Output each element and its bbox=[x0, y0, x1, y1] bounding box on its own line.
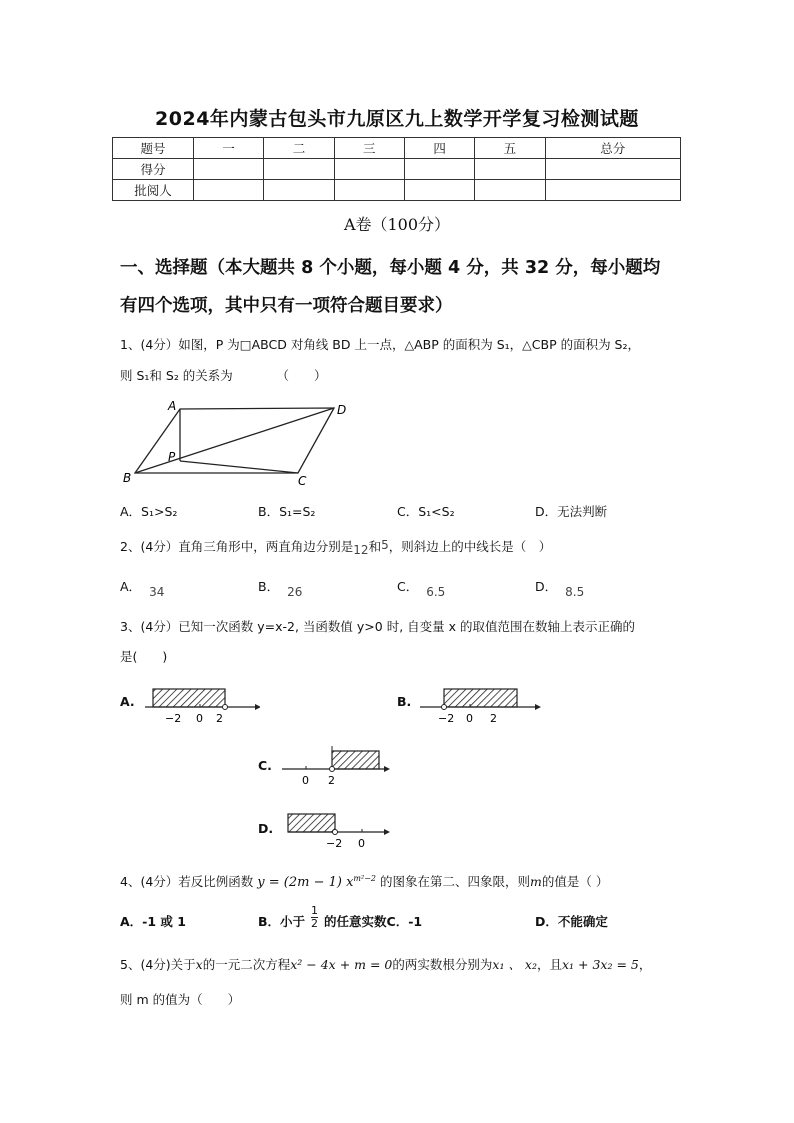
part1-heading-cont: 有四个选项，其中只有一项符合题目要求） bbox=[120, 296, 453, 316]
option-value: 34 bbox=[149, 585, 165, 599]
option-letter: C． bbox=[397, 579, 419, 594]
q5-equation: x² − 4x + m = 0 bbox=[290, 957, 393, 972]
table-cell: 四 bbox=[404, 138, 474, 159]
q2-n1: 12 bbox=[353, 543, 369, 557]
tick-label: 0 bbox=[358, 837, 365, 850]
q3-number-line-b bbox=[420, 685, 545, 725]
tick-label: 0 bbox=[302, 774, 309, 787]
q1-option-d[interactable]: D．无法判断 bbox=[535, 504, 608, 519]
q3-option-a-letter[interactable]: A. bbox=[120, 694, 135, 709]
q3-option-c-letter[interactable]: C. bbox=[258, 758, 272, 773]
table-cell: 一 bbox=[194, 138, 264, 159]
table-cell[interactable] bbox=[194, 180, 264, 201]
tick-label: −2 bbox=[326, 837, 343, 850]
q2-stem-b: ，则斜边上的中线长是（ ） bbox=[388, 539, 552, 554]
table-cell[interactable] bbox=[194, 159, 264, 180]
q2-n2: 5 bbox=[381, 538, 389, 552]
q5-stem-c: 的两实数根分别为 bbox=[392, 957, 493, 972]
page-title: 2024年内蒙古包头市九原区九上数学开学复习检测试题 bbox=[155, 108, 639, 130]
table-cell[interactable] bbox=[545, 159, 680, 180]
table-cell[interactable] bbox=[404, 180, 474, 201]
tick-label: 0 bbox=[466, 712, 473, 725]
q2-stem bbox=[120, 537, 551, 555]
tick-label: 0 bbox=[196, 712, 203, 725]
q5-stem bbox=[120, 955, 651, 973]
label-c: C bbox=[298, 474, 307, 487]
q2-mid: 和 bbox=[368, 539, 382, 554]
q4-stem bbox=[120, 872, 608, 890]
score-table bbox=[112, 137, 681, 201]
q1-option-c[interactable]: C．S₁<S₂ bbox=[397, 504, 455, 519]
option-value: 26 bbox=[287, 585, 303, 599]
q5-roots: x₁ 、 x₂ bbox=[492, 957, 537, 972]
q4-option-a[interactable]: A．-1 或 1 bbox=[120, 914, 186, 929]
table-cell[interactable] bbox=[404, 159, 474, 180]
q5-stem-d: ，且 bbox=[536, 957, 562, 972]
q2-stem-a: 2、(4分）直角三角形中，两直角边分别是 bbox=[120, 539, 354, 554]
q1-stem: 1、(4分）如图，P 为□ABCD 对角线 BD 上一点，△ABP 的面积为 S₁，△CBP 的面积为 S₂， bbox=[120, 337, 641, 352]
table-cell[interactable] bbox=[334, 159, 404, 180]
q5-stem-e: ， bbox=[638, 957, 652, 972]
table-cell: 总分 bbox=[545, 138, 680, 159]
q3-stem: 3、(4分）已知一次函数 y=x-2, 当函数值 y>0 时, 自变量 x 的取值范围在数轴上表示正确的 bbox=[120, 619, 635, 634]
table-cell[interactable] bbox=[264, 159, 334, 180]
tick-label: 2 bbox=[490, 712, 497, 725]
q4-exponent: m²−2 bbox=[353, 873, 377, 883]
table-cell: 题号 bbox=[113, 138, 194, 159]
q1-option-a[interactable]: A．S₁>S₂ bbox=[120, 504, 178, 519]
tick-label: 2 bbox=[328, 774, 335, 787]
table-cell[interactable] bbox=[334, 180, 404, 201]
table-row bbox=[113, 159, 681, 180]
q4-fraction bbox=[311, 905, 318, 930]
q4-formula: y = (2m − 1) x bbox=[257, 875, 354, 890]
option-letter: D． bbox=[535, 579, 558, 594]
option-value: 6.5 bbox=[426, 585, 446, 599]
label-a: A bbox=[168, 399, 177, 413]
q5-stem-cont: 则 m 的值为（ ） bbox=[120, 992, 241, 1007]
section-a-heading: A卷（100分） bbox=[343, 215, 451, 234]
q5-condition: x₁ + 3x₂ = 5 bbox=[562, 957, 639, 972]
table-cell: 二 bbox=[264, 138, 334, 159]
q4-stem-b: 的图象在第二、四象限，则 bbox=[380, 874, 531, 889]
q3-number-line-c bbox=[282, 746, 392, 788]
q3-stem-cont: 是( ) bbox=[120, 649, 168, 664]
q4-option-d[interactable]: D．不能确定 bbox=[535, 914, 608, 929]
tick-label: 2 bbox=[216, 712, 223, 725]
option-letter: B． bbox=[258, 579, 280, 594]
fraction-numerator: 1 bbox=[311, 904, 319, 917]
option-letter: A． bbox=[120, 579, 142, 594]
q2-option-a[interactable] bbox=[120, 577, 165, 599]
q1-stem-cont: 则 S₁和 S₂ 的关系为 （ ） bbox=[120, 368, 327, 383]
q2-option-d[interactable] bbox=[535, 577, 585, 599]
q1-option-b[interactable]: B．S₁=S₂ bbox=[258, 504, 316, 519]
table-cell[interactable] bbox=[264, 180, 334, 201]
option-text: 的任意实数 bbox=[324, 914, 387, 929]
tick-label: −2 bbox=[165, 712, 182, 725]
table-cell[interactable] bbox=[545, 180, 680, 201]
q2-option-c[interactable] bbox=[397, 577, 446, 599]
q3-number-line-d bbox=[282, 810, 392, 852]
diagonal-bd bbox=[135, 408, 334, 473]
q4-stem-a: 4、(4分）若反比例函数 bbox=[120, 874, 254, 889]
option-value: 8.5 bbox=[565, 585, 585, 599]
q2-option-b[interactable] bbox=[258, 577, 303, 599]
q3-option-b-letter[interactable]: B. bbox=[397, 694, 412, 709]
q3-number-line-a bbox=[145, 685, 260, 725]
q5-x: x bbox=[195, 957, 203, 972]
fraction-denominator: 2 bbox=[311, 917, 319, 930]
label-p: P bbox=[168, 450, 176, 464]
label-d: D bbox=[337, 403, 347, 417]
q1-parallelogram-figure bbox=[118, 395, 368, 487]
segment-pc bbox=[180, 461, 298, 473]
q4-option-c[interactable]: C．-1 bbox=[386, 914, 423, 929]
q4-option-b[interactable] bbox=[258, 904, 423, 930]
table-cell[interactable] bbox=[475, 159, 545, 180]
q5-stem-b: 的一元二次方程 bbox=[202, 957, 291, 972]
table-row bbox=[113, 138, 681, 159]
table-cell: 五 bbox=[475, 138, 545, 159]
q4-var: m bbox=[530, 874, 542, 889]
q5-stem-a: 5、(4分)关于 bbox=[120, 957, 196, 972]
q4-stem-c: 的值是（ ） bbox=[541, 874, 609, 889]
table-cell: 得分 bbox=[113, 159, 194, 180]
label-b: B bbox=[123, 471, 132, 485]
table-row bbox=[113, 180, 681, 201]
table-cell[interactable] bbox=[475, 180, 545, 201]
option-text: B．小于 bbox=[258, 914, 306, 929]
tick-label: −2 bbox=[438, 712, 455, 725]
table-cell: 三 bbox=[334, 138, 404, 159]
q3-option-d-letter[interactable]: D. bbox=[258, 821, 274, 836]
part1-heading: 一、选择题（本大题共 8 个小题，每小题 4 分，共 32 分，每小题均 bbox=[120, 258, 661, 278]
table-cell: 批阅人 bbox=[113, 180, 194, 201]
